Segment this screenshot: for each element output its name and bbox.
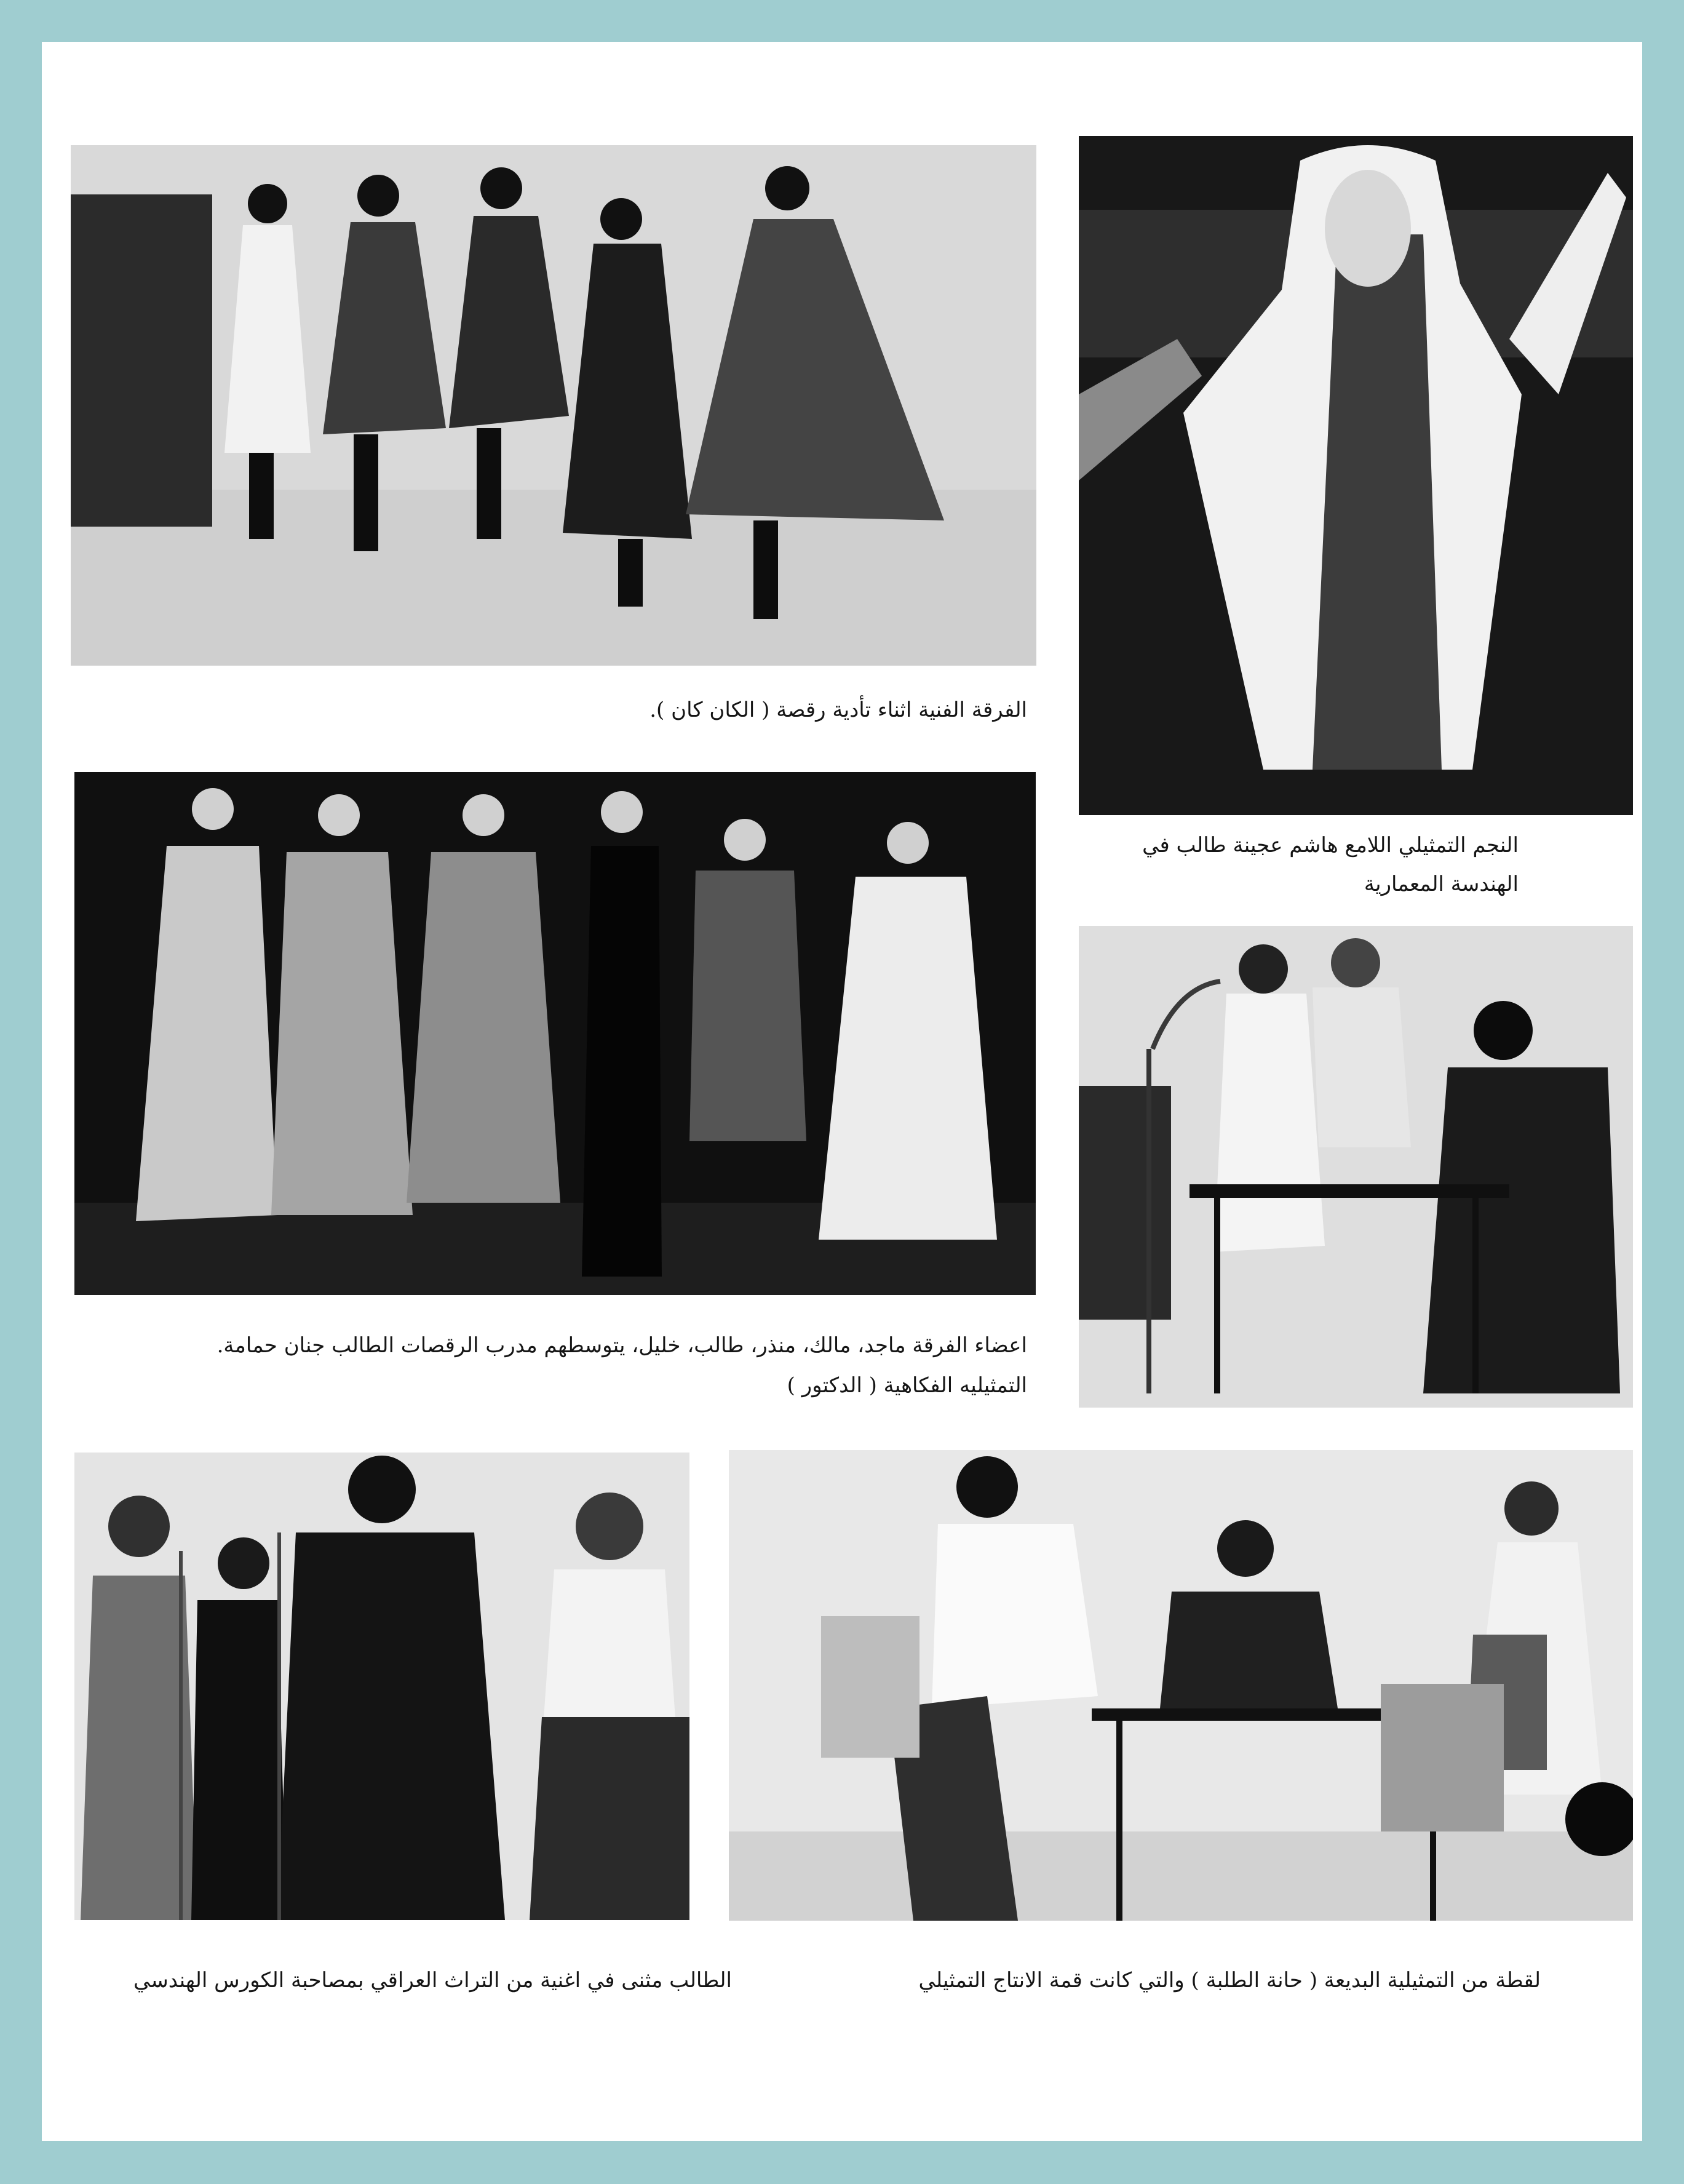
yearbook-page bbox=[42, 42, 1642, 2141]
caption-actor-line2: الهندسة المعمارية bbox=[1364, 872, 1519, 896]
photo-troupe-members bbox=[74, 772, 1036, 1295]
caption-singer: الطالب مثنى في اغنية من التراث العراقي بمصاحبة الكورس الهندسي bbox=[133, 1968, 732, 1993]
photo-doctor-skit bbox=[1079, 926, 1633, 1408]
caption-troupe-members: اعضاء الفرقة ماجد، مالك، منذر، طالب، خليل، يتوسطهم مدرب الرقصات الطالب جنان حمامة. bbox=[216, 1333, 1027, 1358]
photo-tavern-play bbox=[729, 1450, 1633, 1921]
caption-tavern: لقطة من التمثيلية البديعة ( حانة الطلبة ) والتي كانت قمة الانتاج التمثيلي bbox=[918, 1968, 1541, 1993]
photo-singer-chorus bbox=[74, 1453, 689, 1920]
photo-dance-troupe bbox=[71, 145, 1036, 666]
caption-dance: الفرقة الفنية اثناء تأدية رقصة ( الكان كان ). bbox=[649, 698, 1027, 722]
photo-actor-headdress bbox=[1079, 136, 1633, 815]
caption-doctor-play: التمثيليه الفكاهية ( الدكتور ) bbox=[787, 1373, 1027, 1398]
caption-actor-line1: النجم التمثيلي اللامع هاشم عجينة طالب في bbox=[1142, 833, 1519, 858]
